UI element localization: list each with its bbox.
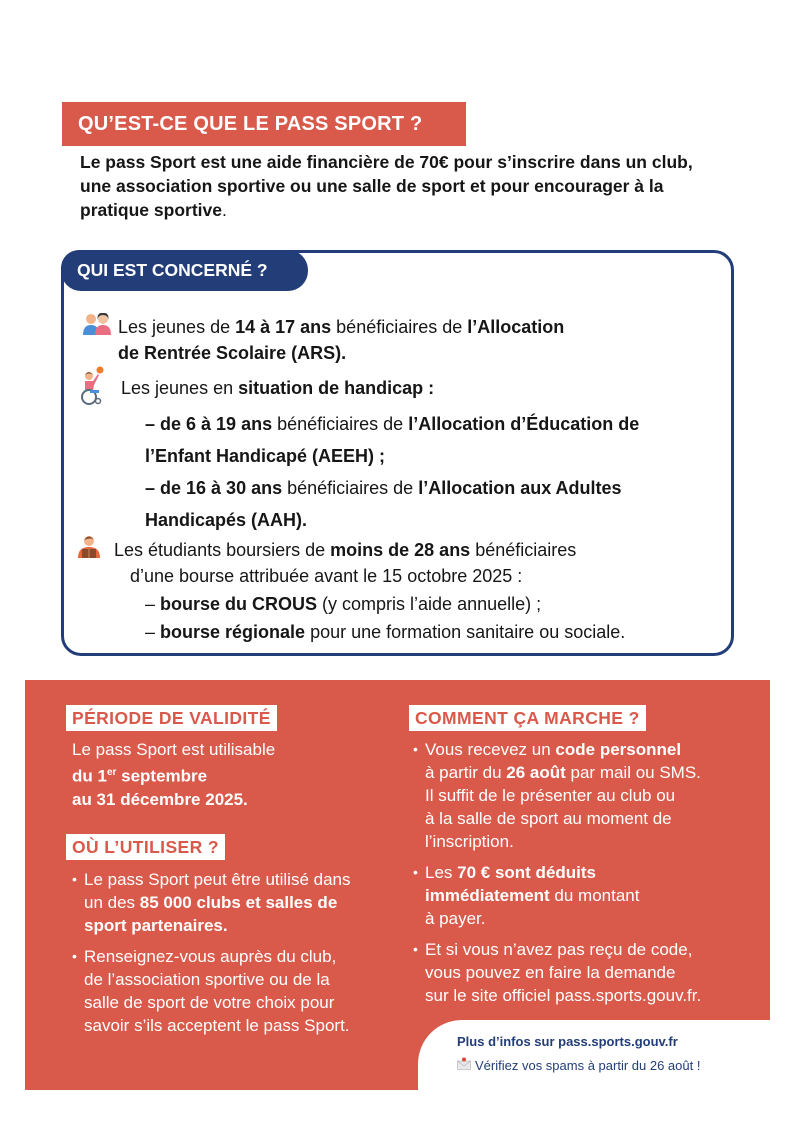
date-end: au 31 décembre 2025. <box>72 789 248 809</box>
students-sub-list <box>145 590 625 646</box>
section-title-what <box>62 102 466 146</box>
sub-item-aah <box>145 472 639 504</box>
text: Les <box>425 863 458 882</box>
where-list <box>72 868 402 1037</box>
where-bullet-2 <box>72 945 402 1037</box>
text: savoir s’ils acceptent le pass Sport. <box>84 1016 350 1035</box>
text: Les jeunes de <box>118 317 236 337</box>
age-range: – de 6 à 19 <box>145 414 237 434</box>
section-title-who <box>61 250 308 291</box>
unit: ans <box>246 478 283 498</box>
text: à partir du <box>425 763 507 782</box>
eligibility-item-handicap <box>121 375 434 401</box>
date: 26 août <box>506 763 566 782</box>
text: sur le site officiel pass.sports.gouv.fr. <box>425 986 702 1005</box>
text: • Et si vous n’avez pas reçu de code, <box>425 940 693 959</box>
text: • Renseignez-vous auprès du club, <box>84 947 337 966</box>
dash: – <box>145 622 161 642</box>
allowance-name: l’Allocation <box>467 317 565 337</box>
allowance-name-cont: Handicapés (AAH). <box>145 510 308 530</box>
age-range: – de 16 à 30 <box>145 478 247 498</box>
eligibility-item-students <box>114 537 576 589</box>
section-title-where <box>66 834 225 860</box>
date-start-month: septembre <box>116 766 208 786</box>
clubs-count: 85 000 clubs et salles de <box>139 893 338 912</box>
text: Il suffit de le présenter au club ou <box>425 786 676 805</box>
text-bold: sport partenaires. <box>84 916 228 935</box>
text: de l’association sportive ou de la <box>84 970 330 989</box>
text: d’une bourse attribuée avant le 15 octobre 2025 : <box>130 566 523 586</box>
text: l’inscription. <box>425 832 514 851</box>
spam-note <box>457 1057 700 1073</box>
more-info-link[interactable] <box>457 1034 678 1049</box>
text: bénéficiaires de <box>272 414 409 434</box>
text: à payer. <box>425 909 486 928</box>
text: un des <box>84 893 140 912</box>
section-title-how-text: COMMENT ÇA MARCHE ? <box>415 707 640 728</box>
section-title-where-text: OÙ L’UTILISER ? <box>72 836 219 857</box>
sub-item-aeeh <box>145 408 639 440</box>
wheelchair-athlete-icon <box>80 366 106 411</box>
two-children-icon <box>82 313 112 340</box>
allowance-name-cont: de Rentrée Scolaire (ARS). <box>118 343 347 363</box>
age-range: 14 à 17 ans <box>235 317 332 337</box>
section-title-validity <box>66 705 277 731</box>
bourse-name: bourse du CROUS <box>160 594 318 614</box>
text: Les étudiants boursiers de <box>114 540 331 560</box>
more-info-text[interactable]: Plus d’infos sur pass.sports.gouv.fr <box>457 1034 678 1049</box>
intro-end: . <box>221 200 227 220</box>
sub-item-regional <box>145 618 625 646</box>
allowance-name: l’Allocation d’Éducation de <box>408 414 640 434</box>
eligibility-item-ars <box>118 314 564 366</box>
intro-paragraph <box>80 150 700 222</box>
date-start: du 1 <box>72 766 107 786</box>
envelope-icon <box>457 1057 471 1073</box>
student-reading-icon <box>76 534 102 563</box>
how-bullet-2 <box>413 861 763 930</box>
dash: – <box>145 594 161 614</box>
ordinal: er <box>106 767 117 778</box>
unit: ans <box>236 414 273 434</box>
text: par mail ou SMS. <box>565 763 701 782</box>
section-title-who-text: QUI EST CONCERNÉ ? <box>77 260 268 280</box>
text: bénéficiaires <box>470 540 577 560</box>
text: (y compris l’aide annuelle) ; <box>317 594 542 614</box>
allowance-name: l’Allocation aux Adultes <box>418 478 622 498</box>
allowance-name-cont: l’Enfant Handicapé (AEEH) ; <box>145 446 386 466</box>
how-list <box>413 738 763 1007</box>
text: du montant <box>549 886 640 905</box>
section-title-what-text: QU’EST-CE QUE LE PASS SPORT ? <box>78 112 423 135</box>
text: Vous recevez un <box>425 740 556 759</box>
age-limit: moins de 28 ans <box>330 540 471 560</box>
section-title-how <box>409 705 646 731</box>
spam-note-text: Vérifiez vos spams à partir du 26 août ! <box>475 1057 701 1073</box>
text: bénéficiaires de <box>331 317 468 337</box>
text: Les jeunes en <box>121 378 239 398</box>
handicap-label: situation de handicap : <box>238 378 435 398</box>
text: vous pouvez en faire la demande <box>425 963 676 982</box>
callout-bottom <box>418 1089 794 1123</box>
where-bullet-1 <box>72 868 402 937</box>
validity-text <box>72 738 275 811</box>
sub-item-crous <box>145 590 625 618</box>
text: salle de sport de votre choix pour <box>84 993 335 1012</box>
section-title-validity-text: PÉRIODE DE VALIDITÉ <box>72 707 271 728</box>
text-bold: immédiatement <box>425 886 550 905</box>
text-bold: code personnel <box>555 740 682 759</box>
how-bullet-1 <box>413 738 763 853</box>
text: bénéficiaires de <box>282 478 419 498</box>
amount: 70 € sont déduits <box>457 863 597 882</box>
handicap-sub-list <box>145 408 639 536</box>
text: • Le pass Sport peut être utilisé dans <box>84 870 351 889</box>
text: à la salle de sport au moment de <box>425 809 672 828</box>
bourse-name: bourse régionale <box>160 622 306 642</box>
text: pour une formation sanitaire ou sociale. <box>305 622 626 642</box>
how-bullet-3 <box>413 938 763 1007</box>
intro-bold: Le pass Sport est une aide financière de 70€ pour s’inscrire dans un club, une association sportive ou une salle de sport et pour encourager à la pratique sportive <box>80 152 693 220</box>
text: Le pass Sport est utilisable <box>72 740 276 759</box>
